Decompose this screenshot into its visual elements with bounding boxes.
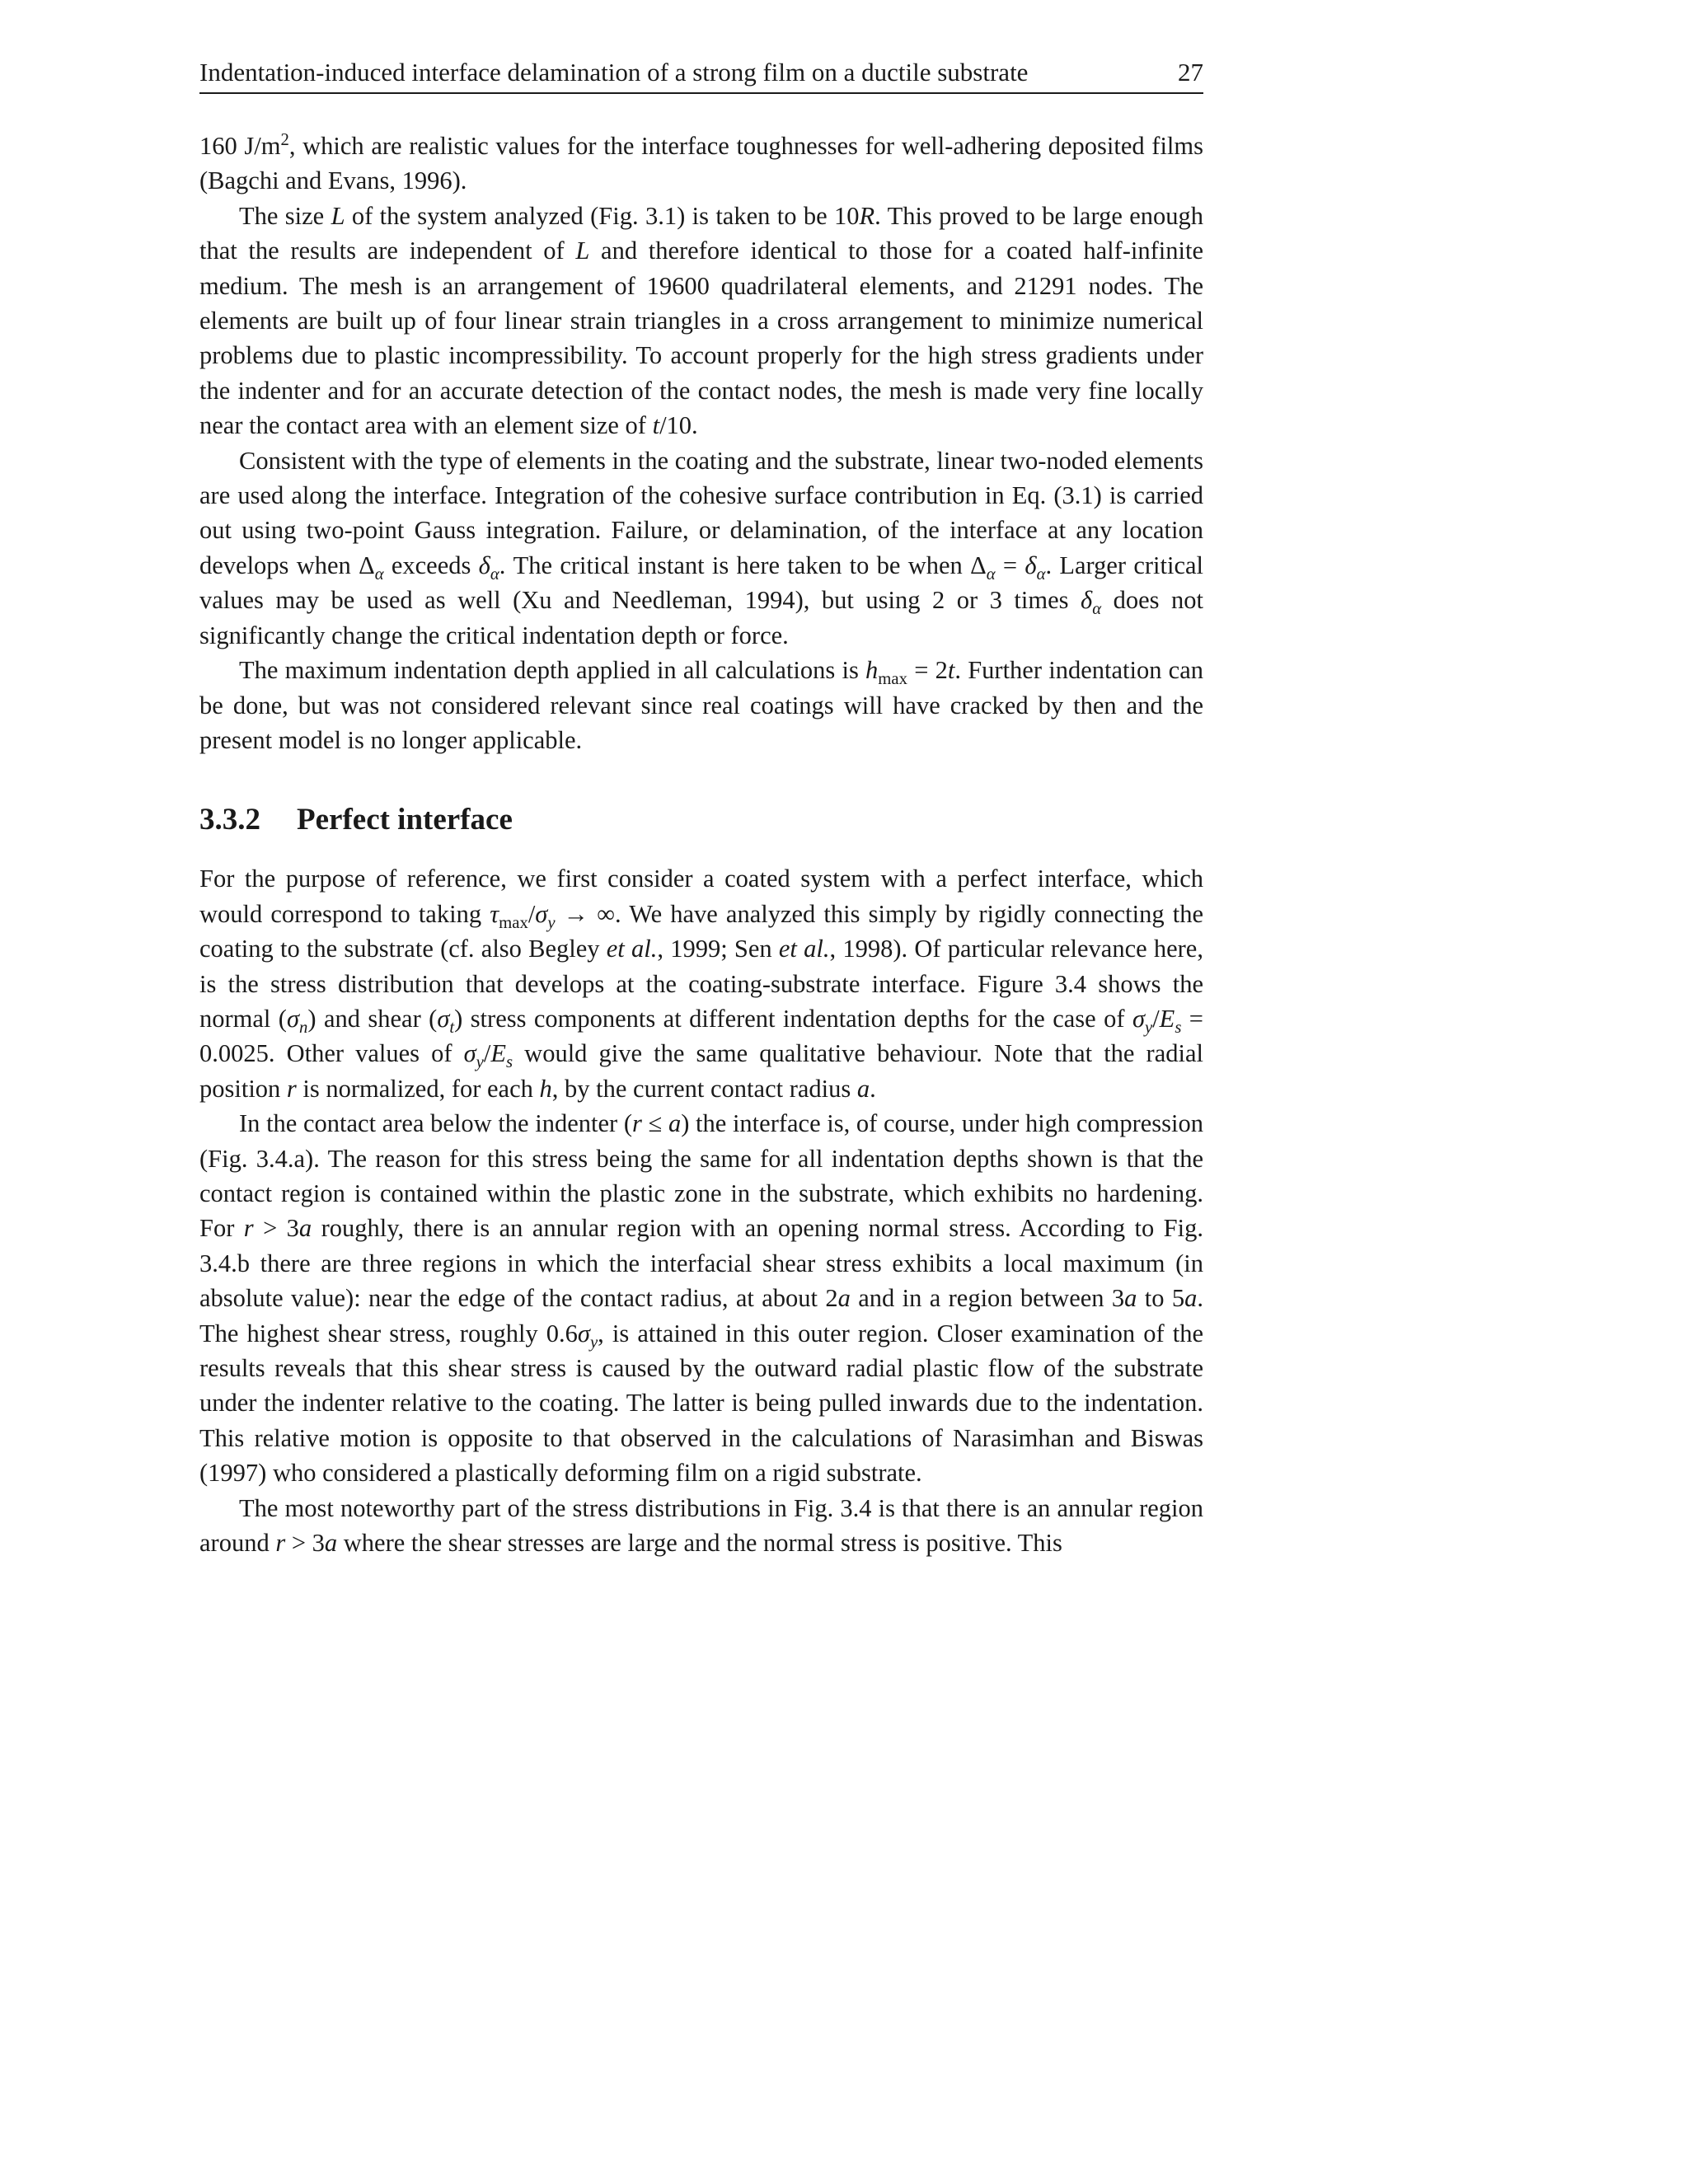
paragraph: The size L of the system analyzed (Fig. 3.1) is taken to be 10R. This proved to be large enough that the results are independent of L and therefore identical to those for a coated half-infinite medium. The mesh is an arrangement of 19600 quadrilateral elements, and 21291 nodes. The elements are built up of four linear strain triangles in a cross arrangement to minimize numerical problems due to plastic incompressibility. To account properly for the high stress gradients under the indenter and for an accurate detection of the contact nodes, the mesh is made very fine locally near the contact area with an element size of t/10. — [199, 201, 1204, 440]
section-number: 3.3.2 — [199, 803, 260, 837]
page — [199, 56, 1203, 1560]
paragraph: The maximum indentation depth applied in all calculations is $h_{max} = 2t$. Further indentation can be done, but was not considered relevant since real coatings will have cracked by then and the present model is no longer applicable. — [199, 656, 1203, 754]
paragraphs-before-section — [199, 129, 1203, 757]
paragraph: The most noteworthy part of the stress distributions in Fig. 3.4 is that there is an annular region around r > 3a where the shear stresses are large and the normal stress is positive. This — [199, 1493, 1203, 1558]
paragraphs-after-section — [199, 861, 1203, 1560]
paragraph: Consistent with the type of elements in the coating and the substrate, linear two-noded elements are used along the interface. Integration of the cohesive surface contribution in Eq. (3.1) is carried out using two-point Gauss integration. Failure, or delamination, of the interface at any location develops when $\Delta_\alpha$ exceeds $\delta_\alpha$. The critical instant is here taken to be when $\Delta_\alpha = \delta_\alpha$. Larger critical values may be used as well (Xu and Needleman, 1994), but using 2 or 3 times $\delta_\alpha$ does not significantly change the critical indentation depth or force. — [199, 446, 1204, 649]
paragraph: In the contact area below the indenter (r ≤ a) the interface is, of course, under high compression (Fig. 3.4.a). The reason for this stress being the same for all indentation depths shown is that the contact region is contained within the plastic zone in the substrate, which exhibits no hardening. For r > 3a roughly, there is an annular region with an opening normal stress. According to Fig. 3.4.b there are three regions in which the interfacial shear stress exhibits a local maximum (in absolute value): near the edge of the contact radius, at about 2a and in a region between 3a to 5a. The highest shear stress, roughly $0.6\sigma_y$, is attained in this outer region. Closer examination of the results reveals that this shear stress is caused by the outward radial plastic flow of the substrate under the indenter relative to the coating. The latter is being pulled inwards due to the indentation. This relative motion is opposite to that observed in the calculations of Narasimhan and Biswas (1997) who considered a plastically deforming film on a rigid substrate. — [199, 1109, 1204, 1488]
section-title: Perfect interface — [297, 803, 513, 837]
page-number: 27 — [1178, 58, 1203, 87]
running-head — [199, 56, 1203, 94]
paragraph: 160 $J/m^2$, which are realistic values for the interface toughnesses for well-adhering deposited films (Bagchi and Evans, 1996). — [199, 130, 1203, 195]
paragraph: For the purpose of reference, we first consider a coated system with a perfect interface, which would correspond to taking $\tau_{max}/\sigma_y$ → ∞. We have analyzed this simply by rigidly connecting the coating to the substrate (cf. also Begley et al., 1999; Sen et al., 1998). Of particular relevance here, is the stress distribution that develops at the coating-substrate interface. Figure 3.4 shows the normal $(\sigma_n)$ and shear $(\sigma_t)$ stress components at different indentation depths for the case of $\sigma_y/E_s = 0.0025$. Other values of $\sigma_y/E_s$ would give the same qualitative behaviour. Note that the radial position r is normalized, for each h, by the current contact radius a. — [199, 865, 1204, 1103]
running-title: Indentation-induced interface delamination of a strong film on a ductile substrate — [199, 58, 1029, 87]
section-heading — [199, 800, 1203, 840]
body-text — [199, 129, 1203, 1560]
